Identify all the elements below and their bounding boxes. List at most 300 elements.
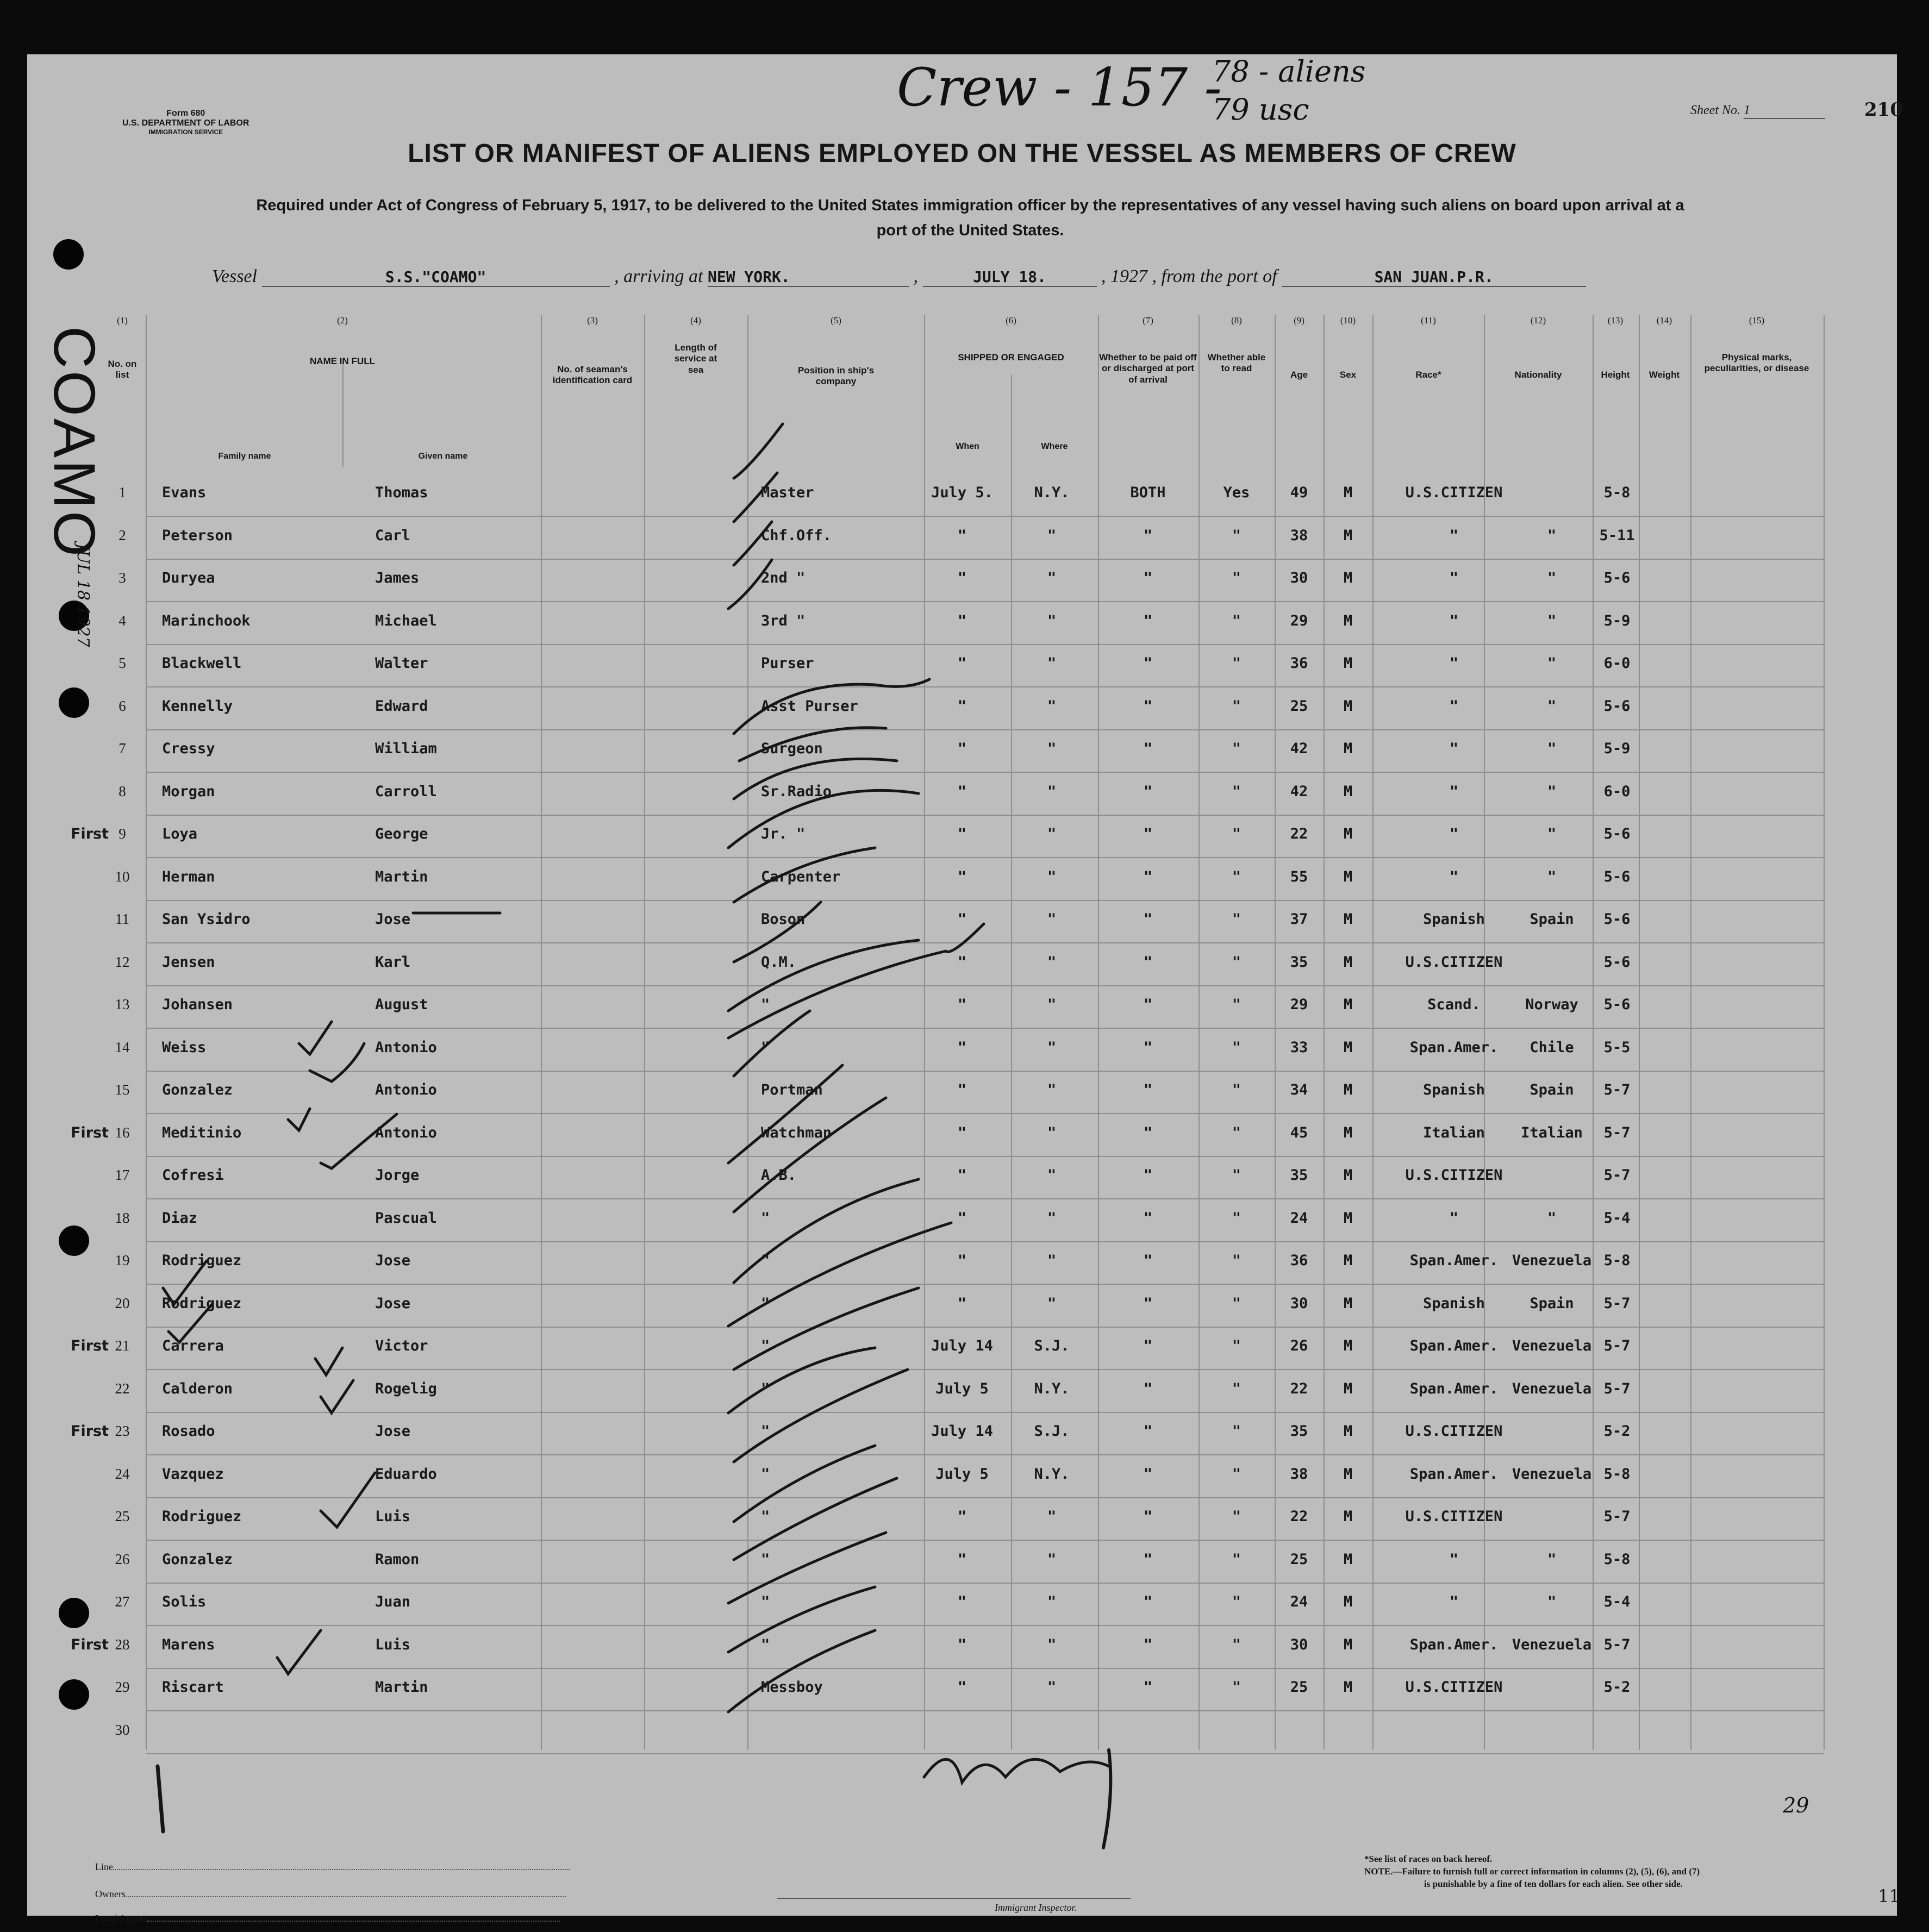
row-number: 25 — [115, 1508, 130, 1524]
position-cell: Watchman — [761, 1124, 832, 1141]
sex-cell: M — [1343, 655, 1353, 672]
height-cell: 5-7 — [1603, 1081, 1631, 1098]
shipped-where-cell: " — [1047, 1252, 1057, 1269]
age-cell: 35 — [1290, 953, 1308, 971]
nationality-cell: " — [1547, 868, 1557, 885]
race-cell: " — [1449, 612, 1459, 629]
row-number: 14 — [115, 1039, 130, 1055]
sex-cell: M — [1343, 740, 1353, 757]
row-number: 6 — [118, 697, 126, 714]
header-shipped-or-engaged: SHIPPED OR ENGAGED — [958, 352, 1064, 362]
given-name-cell: Pascual — [375, 1209, 437, 1227]
family-name-cell: Gonzalez — [162, 1081, 233, 1098]
row-number: 29 — [115, 1679, 130, 1695]
nationality-cell: " — [1547, 1550, 1557, 1568]
sex-cell: M — [1343, 1380, 1353, 1397]
row-first-mark: First — [71, 1636, 109, 1653]
header-paid-off: Whether to be paid off or discharged at port of arrival — [1099, 352, 1197, 385]
nationality-cell: Italian — [1521, 1124, 1583, 1141]
sex-cell: M — [1343, 1679, 1353, 1696]
family-name-cell: Gonzalez — [162, 1550, 233, 1568]
paid-off-cell: " — [1143, 783, 1153, 800]
side-stamp-date: JUL 18 1927 — [73, 543, 92, 647]
paid-off-cell: " — [1143, 1593, 1153, 1610]
age-cell: 35 — [1290, 1423, 1308, 1440]
paid-off-cell: BOTH — [1130, 484, 1166, 501]
handwritten-aliens-count: 78 - aliens — [1212, 54, 1366, 89]
paid-off-cell: " — [1143, 612, 1153, 629]
shipped-when-cell: " — [957, 612, 967, 629]
shipped-where-cell: N.Y. — [1034, 1465, 1070, 1483]
able-to-read-cell: " — [1232, 1508, 1241, 1525]
age-cell: 37 — [1290, 911, 1308, 928]
shipped-where-cell: N.Y. — [1034, 484, 1070, 501]
age-cell: 22 — [1290, 826, 1308, 842]
shipped-when-cell: " — [957, 655, 967, 672]
shipped-when-cell: " — [957, 527, 967, 544]
given-name-cell: Edward — [375, 697, 428, 715]
paid-off-cell: " — [1143, 1508, 1153, 1525]
position-cell: Asst Purser — [761, 697, 858, 715]
race-cell: Span.Amer. — [1409, 1636, 1499, 1653]
nationality-cell: " — [1547, 612, 1557, 629]
paid-off-cell: " — [1143, 911, 1153, 928]
shipped-when-cell: " — [957, 911, 967, 928]
nationality-cell: " — [1547, 527, 1557, 544]
shipped-where-cell: " — [1047, 655, 1057, 672]
age-cell: 30 — [1290, 1636, 1308, 1653]
shipped-where-cell: " — [1047, 1508, 1057, 1525]
paid-off-cell: " — [1143, 697, 1153, 715]
header-able-to-read: Whether able to read — [1207, 352, 1266, 374]
shipped-when-cell: July 14 — [931, 1337, 993, 1354]
race-cell: U.S.CITIZEN — [1405, 1508, 1503, 1525]
race-cell: U.S.CITIZEN — [1405, 484, 1503, 501]
vessel-name: S.S."COAMO" — [262, 268, 610, 287]
family-name-cell: Morgan — [162, 783, 215, 800]
able-to-read-cell: " — [1232, 1124, 1241, 1141]
row-number: 16 — [115, 1124, 130, 1141]
age-cell: 38 — [1290, 1465, 1308, 1483]
row-number: 28 — [115, 1636, 130, 1653]
race-cell: Span.Amer. — [1409, 1337, 1499, 1354]
row-first-mark: First — [71, 1337, 109, 1354]
age-cell: 25 — [1290, 1550, 1308, 1568]
shipped-where-cell: N.Y. — [1034, 1380, 1070, 1397]
sex-cell: M — [1343, 783, 1353, 800]
height-cell: 5-7 — [1603, 1167, 1631, 1184]
age-cell: 25 — [1290, 697, 1308, 715]
position-cell: Sr.Radio — [761, 783, 832, 800]
row-number: 1 — [118, 484, 126, 501]
header-sex: Sex — [1339, 370, 1357, 380]
sex-cell: M — [1343, 1593, 1353, 1610]
able-to-read-cell: " — [1232, 740, 1241, 757]
height-cell: 5-6 — [1603, 996, 1631, 1013]
paid-off-cell: " — [1143, 1167, 1153, 1184]
shipped-when-cell: " — [957, 1636, 967, 1653]
shipped-where-cell: " — [1047, 826, 1057, 842]
nationality-cell: " — [1547, 1209, 1557, 1227]
paid-off-cell: " — [1143, 570, 1153, 586]
able-to-read-cell: " — [1232, 1081, 1241, 1098]
sex-cell: M — [1343, 1209, 1353, 1227]
nationality-cell: " — [1547, 1593, 1557, 1610]
family-name-cell: Carrera — [162, 1337, 224, 1354]
race-cell: " — [1449, 783, 1459, 800]
age-cell: 24 — [1290, 1209, 1308, 1227]
height-cell: 6-0 — [1603, 783, 1631, 800]
height-cell: 5-7 — [1603, 1380, 1631, 1397]
row-number: 21 — [115, 1337, 130, 1354]
able-to-read-cell: " — [1232, 1593, 1241, 1610]
row-first-mark: First — [71, 1124, 109, 1141]
subheader-where: Where — [1041, 442, 1068, 451]
shipped-where-cell: " — [1047, 1679, 1057, 1696]
shipped-when-cell: " — [957, 1209, 967, 1227]
family-name-cell: Marens — [162, 1636, 215, 1653]
paid-off-cell: " — [1143, 996, 1153, 1013]
family-name-cell: Johansen — [162, 996, 233, 1013]
header-physical-marks: Physical marks, peculiarities, or disease — [1704, 352, 1809, 374]
family-name-cell: Solis — [162, 1593, 207, 1610]
row-number: 10 — [115, 868, 130, 885]
family-name-cell: Evans — [162, 484, 207, 501]
sex-cell: M — [1343, 527, 1353, 544]
shipped-when-cell: July 5. — [931, 484, 993, 501]
shipped-when-cell: " — [957, 1550, 967, 1568]
row-number: 12 — [115, 953, 130, 970]
document-subtitle: Required under Act of Congress of February 5, 1917, to be delivered to the United States immigration officer by the representatives of any vessel having such aliens on board upon arrival at a port of the United States. — [256, 197, 1684, 240]
sex-cell: M — [1343, 1337, 1353, 1354]
shipped-when-cell: " — [957, 1081, 967, 1098]
race-cell: " — [1449, 655, 1459, 672]
race-cell: U.S.CITIZEN — [1405, 953, 1503, 971]
height-cell: 5-8 — [1603, 1465, 1631, 1483]
given-name-cell: Victor — [375, 1337, 428, 1354]
family-name-cell: Riscart — [162, 1679, 224, 1696]
family-name-cell: Peterson — [162, 527, 233, 544]
race-cell: " — [1449, 1593, 1459, 1610]
paid-off-cell: " — [1143, 740, 1153, 757]
sex-cell: M — [1343, 953, 1353, 971]
sheet-number: Sheet No. 1 — [1690, 103, 1825, 119]
arrival-port: NEW YORK. — [708, 268, 909, 287]
handwritten-usc-count: 79 usc — [1212, 92, 1309, 127]
header-position: Position in ship's company — [797, 365, 875, 387]
age-cell: 22 — [1290, 1380, 1308, 1397]
height-cell: 5-6 — [1603, 570, 1631, 586]
given-name-cell: Antonio — [375, 1124, 437, 1141]
able-to-read-cell: " — [1232, 1337, 1241, 1354]
height-cell: 5-6 — [1603, 911, 1631, 928]
header-age: Age — [1290, 370, 1308, 380]
height-cell: 5-7 — [1603, 1508, 1631, 1525]
row-number: 24 — [115, 1465, 130, 1482]
header-weight: Weight — [1649, 370, 1680, 380]
family-name-cell: Marinchook — [162, 612, 251, 629]
height-cell: 5-8 — [1603, 1252, 1631, 1269]
paid-off-cell: " — [1143, 655, 1153, 672]
given-name-cell: Jose — [375, 1423, 411, 1440]
age-cell: 35 — [1290, 1167, 1308, 1184]
shipped-when-cell: " — [957, 697, 967, 715]
subheader-given-name: Given name — [418, 452, 468, 461]
given-name-cell: Luis — [375, 1508, 411, 1525]
shipped-when-cell: " — [957, 783, 967, 800]
able-to-read-cell: " — [1232, 655, 1241, 672]
age-cell: 30 — [1290, 570, 1308, 586]
position-cell: Jr. " — [761, 826, 806, 842]
age-cell: 22 — [1290, 1508, 1308, 1525]
height-cell: 5-8 — [1603, 1550, 1631, 1568]
family-name-cell: Calderon — [162, 1380, 233, 1397]
height-cell: 5-9 — [1603, 740, 1631, 757]
family-name-cell: Herman — [162, 868, 215, 885]
paid-off-cell: " — [1143, 868, 1153, 885]
sex-cell: M — [1343, 1039, 1353, 1056]
row-number: 7 — [118, 740, 126, 756]
shipped-where-cell: " — [1047, 1081, 1057, 1098]
height-cell: 5-7 — [1603, 1636, 1631, 1653]
row-number: 26 — [115, 1550, 130, 1567]
paid-off-cell: " — [1143, 953, 1153, 971]
shipped-where-cell: S.J. — [1034, 1423, 1070, 1440]
race-cell: " — [1449, 1550, 1459, 1568]
shipped-where-cell: " — [1047, 1209, 1057, 1227]
row-number: 17 — [115, 1167, 130, 1183]
position-cell: 2nd " — [761, 570, 806, 586]
sex-cell: M — [1343, 1081, 1353, 1098]
corner-mark: 11 — [1878, 1886, 1900, 1906]
header-race: Race* — [1415, 370, 1441, 380]
given-name-cell: Martin — [375, 1679, 428, 1696]
given-name-cell: Rogelig — [375, 1380, 437, 1397]
position-cell: Purser — [761, 655, 814, 672]
manifest-sheet: Form 680 U.S. DEPARTMENT OF LABOR IMMIGRATION SERVICE Sheet No. 1 210 LIST OR MANIFEST OF ALIENS EMPLOYED ON THE VESSEL AS MEMBERS OF CREW Required under Act of Congress of February 5, 1917, to be delivered to the United States immigration officer by the representatives of any vessel having such aliens on board upon arrival at a port of the United States. Crew - 157 - 78 - aliens 79 usc Vessel S.S."COAMO" , arriving at NEW YORK. , JULY 18. , 1927 , from the port of SAN JUAN.P.R. COAMO JUL 18 1927 (1) (2) (3) (4) (5) (6) (7) (8) (9) (10) (11) (12) (13) (14) (15) No. on list NAME IN FULL No. of seaman's identification card Length of service at sea Position in ship's company SHIPPED OR ENGAGED Whether to be paid off or discharged at port of arrival Whether able to read Age Sex Race* Nationality Height Weight Physical marks, peculiarities, or disease Family name Given name When Where 1 Evans Thomas Master July 5. N.Y. BOTH Yes 49 M U.S.CITIZEN 5-8 2 Peterson Carl Chf.Off. " " " " 38 M " " 5-11 3 Duryea James 2nd " " " " " 30 M " " 5-6 4 Marinchook Michael 3rd " " " " " 29 M " " 5-9 5 Blackwell Walter Purser " " " " 36 M " " 6-0 6 Kennelly Edward Asst Purser " " " " 25 M " " 5-6 7 Cressy William Surgeon " " " " 42 M " " 5-9 8 Morgan Carroll Sr.Radio " " " " 42 M " " 6-0 First 9 Loya George Jr. " " " " " 22 M " " 5-6 10 Herman Martin Carpenter " " " " 55 M " " 5-6 11 San Ysidro Jose Boson " " " " 37 M Spanish Spain 5-6 12 Jensen Karl Q.M. " " " " 35 M U.S.CITIZEN 5-6 13 Johansen August " " " " " 29 M Scand. Norway 5-6 14 Weiss Antonio " " " " " 33 M Span.Amer. Chile 5-5 15 Gonzalez Antonio Portman " " " " 34 M Spanish Spain 5-7 First 16 Meditinio Antonio Watchman " " " " 45 M Italian Italian 5-7 17 Cofresi Jorge A.B. " " " " 35 M U.S.CITIZEN 5-7 18 Diaz Pascual " " " " " 24 M " " 5-4 19 Rodriguez Jose " " " " " 36 M Span.Amer. Venezuela 5-8 20 Rodriguez Jose " " " " " 30 M Spanish Spain 5-7 First 21 Carrera Victor " July 14 S.J. " " 26 M Span.Amer. Venezuela 5-7 22 Calderon Rogelig " July 5 N.Y. " " 22 M Span.Amer. Venezuela 5-7 First 23 Rosado Jose " July 14 S.J. " " 35 M U.S.CITIZEN 5-2 24 Vazquez Eduardo " July 5 N.Y. " " 38 M Span.Amer. Venezuela 5-8 25 Rodriguez Luis " " " " " 22 M U.S.CITIZEN 5-7 26 Gonzalez Ramon " " " " " 25 M " " 5-8 27 Solis Juan " " " " " 24 M " " 5-4 First 28 Marens Luis " " " " " 30 M Span.Amer. Venezuela 5-7 29 Riscart Martin Messboy " " " " 25 M U.S.CITIZEN 5-2 30 29 11 Line Owners Local Agents Immigrant Inspector. *See list of races on back hereof. NOTE.—Failure to furnish full or correct information in columns (2), (5), (6), and (7) is punishable by a fine of ten dollars for each alien. See other side. — [27, 54, 1897, 1916]
given-name-cell: Antonio — [375, 1039, 437, 1056]
shipped-where-cell: " — [1047, 1039, 1057, 1056]
given-name-cell: Jose — [375, 1295, 411, 1312]
age-cell: 30 — [1290, 1295, 1308, 1312]
position-cell: Surgeon — [761, 740, 823, 757]
able-to-read-cell: " — [1232, 868, 1241, 885]
position-cell: Portman — [761, 1081, 823, 1098]
shipped-where-cell: " — [1047, 1550, 1057, 1568]
age-cell: 25 — [1290, 1679, 1308, 1696]
position-cell: Carpenter — [761, 868, 841, 885]
shipped-when-cell: July 5 — [935, 1465, 989, 1483]
footer-owners: Owners — [95, 1889, 566, 1900]
race-cell: " — [1449, 570, 1459, 586]
sex-cell: M — [1343, 826, 1353, 842]
given-name-cell: Karl — [375, 953, 411, 971]
position-cell: " — [761, 1295, 770, 1312]
document-title: LIST OR MANIFEST OF ALIENS EMPLOYED ON THE VESSEL AS MEMBERS OF CREW — [408, 139, 1516, 168]
race-cell: Span.Amer. — [1409, 1380, 1499, 1397]
paid-off-cell: " — [1143, 1636, 1153, 1653]
page-number: 210 — [1864, 99, 1903, 121]
position-cell: " — [761, 1550, 770, 1568]
voyage-line: Vessel S.S."COAMO" , arriving at NEW YORK. , JULY 18. , 1927 , from the port of SAN JUAN.P.R. — [212, 266, 1586, 287]
height-cell: 5-11 — [1599, 527, 1635, 544]
age-cell: 29 — [1290, 612, 1308, 629]
paid-off-cell: " — [1143, 1550, 1153, 1568]
shipped-when-cell: " — [957, 826, 967, 842]
able-to-read-cell: " — [1232, 1380, 1241, 1397]
paid-off-cell: " — [1143, 1423, 1153, 1440]
age-cell: 42 — [1290, 783, 1308, 800]
handwritten-crew-count: Crew - 157 - — [897, 57, 1222, 118]
able-to-read-cell: " — [1232, 826, 1241, 842]
able-to-read-cell: " — [1232, 1295, 1241, 1312]
paid-off-cell: " — [1143, 1295, 1153, 1312]
shipped-when-cell: " — [957, 740, 967, 757]
given-name-cell: Thomas — [375, 484, 428, 501]
age-cell: 36 — [1290, 1252, 1308, 1269]
race-cell: " — [1449, 740, 1459, 757]
row-number: 18 — [115, 1209, 130, 1226]
header-length-of-service: Length of service at sea — [674, 342, 717, 375]
row-number: 19 — [115, 1252, 130, 1268]
age-cell: 49 — [1290, 484, 1308, 501]
row-number: 4 — [118, 612, 126, 629]
given-name-cell: Carl — [375, 527, 411, 544]
shipped-where-cell: S.J. — [1034, 1337, 1070, 1354]
department-name: U.S. DEPARTMENT OF LABOR — [122, 118, 249, 128]
family-name-cell: Duryea — [162, 570, 215, 586]
nationality-cell: Venezuela — [1512, 1380, 1592, 1397]
sheet-number-value: 1 — [1744, 103, 1825, 119]
shipped-when-cell: " — [957, 1295, 967, 1312]
given-name-cell: Martin — [375, 868, 428, 885]
paid-off-cell: " — [1143, 1081, 1153, 1098]
shipped-when-cell: " — [957, 996, 967, 1013]
shipped-when-cell: " — [957, 1508, 967, 1525]
position-cell: " — [761, 996, 770, 1013]
position-cell: " — [761, 1465, 770, 1483]
shipped-where-cell: " — [1047, 1295, 1057, 1312]
shipped-when-cell: " — [957, 1167, 967, 1184]
shipped-where-cell: " — [1047, 527, 1057, 544]
given-name-cell: Walter — [375, 655, 428, 672]
position-cell: Boson — [761, 911, 806, 928]
shipped-where-cell: " — [1047, 570, 1057, 586]
paid-off-cell: " — [1143, 527, 1153, 544]
nationality-cell: Venezuela — [1512, 1337, 1592, 1354]
given-name-cell: Luis — [375, 1636, 411, 1653]
given-name-cell: William — [375, 740, 437, 757]
paid-off-cell: " — [1143, 1465, 1153, 1483]
race-cell: Spanish — [1423, 1295, 1485, 1312]
position-cell: " — [761, 1337, 770, 1354]
shipped-where-cell: " — [1047, 1636, 1057, 1653]
sex-cell: M — [1343, 1124, 1353, 1141]
row-number: 11 — [115, 911, 129, 927]
paid-off-cell: " — [1143, 1337, 1153, 1354]
paid-off-cell: " — [1143, 1039, 1153, 1056]
race-cell: U.S.CITIZEN — [1405, 1679, 1503, 1696]
able-to-read-cell: " — [1232, 570, 1241, 586]
shipped-where-cell: " — [1047, 740, 1057, 757]
row-number: 2 — [118, 527, 126, 543]
shipped-when-cell: July 5 — [935, 1380, 989, 1397]
age-cell: 38 — [1290, 527, 1308, 544]
sex-cell: M — [1343, 911, 1353, 928]
shipped-when-cell: " — [957, 1679, 967, 1696]
nationality-cell: " — [1547, 740, 1557, 757]
form-number: Form 680 — [166, 109, 205, 118]
nationality-cell: Spain — [1530, 1081, 1574, 1098]
height-cell: 6-0 — [1603, 655, 1631, 672]
able-to-read-cell: " — [1232, 612, 1241, 629]
given-name-cell: James — [375, 570, 420, 586]
able-to-read-cell: " — [1232, 953, 1241, 971]
given-name-cell: Juan — [375, 1593, 411, 1610]
footer-notes: *See list of races on back hereof. NOTE.—Failure to furnish full or correct information in columns (2), (5), (6), and (7) is punishable by a fine of ten dollars for each alien. See other side. — [1364, 1854, 1700, 1889]
paid-off-cell: " — [1143, 1124, 1153, 1141]
family-name-cell: Meditinio — [162, 1124, 242, 1141]
subheader-when: When — [956, 442, 979, 451]
able-to-read-cell: " — [1232, 1550, 1241, 1568]
nationality-cell: Venezuela — [1512, 1465, 1592, 1483]
nationality-cell: Norway — [1525, 996, 1578, 1013]
race-cell: Span.Amer. — [1409, 1039, 1499, 1056]
sex-cell: M — [1343, 996, 1353, 1013]
header-no-on-list: No. on list — [108, 359, 137, 380]
height-cell: 5-6 — [1603, 868, 1631, 885]
shipped-when-cell: " — [957, 1124, 967, 1141]
able-to-read-cell: " — [1232, 911, 1241, 928]
nationality-cell: Spain — [1530, 911, 1574, 928]
row-number: 20 — [115, 1295, 130, 1311]
age-cell: 42 — [1290, 740, 1308, 757]
position-cell: " — [761, 1423, 770, 1440]
age-cell: 33 — [1290, 1039, 1308, 1056]
nationality-cell: " — [1547, 826, 1557, 842]
row-number: 5 — [118, 655, 126, 671]
family-name-cell: Rodriguez — [162, 1508, 242, 1525]
shipped-where-cell: " — [1047, 612, 1057, 629]
able-to-read-cell: " — [1232, 1167, 1241, 1184]
given-name-cell: Jose — [375, 911, 411, 928]
position-cell: Chf.Off. — [761, 527, 832, 544]
shipped-when-cell: July 14 — [931, 1423, 993, 1440]
shipped-when-cell: " — [957, 1252, 967, 1269]
nationality-cell: " — [1547, 655, 1557, 672]
given-name-cell: August — [375, 996, 428, 1013]
nationality-cell: " — [1547, 697, 1557, 715]
family-name-cell: Jensen — [162, 953, 215, 971]
handwritten-checkmarks — [27, 54, 1897, 1916]
service-name: IMMIGRATION SERVICE — [148, 128, 223, 136]
shipped-where-cell: " — [1047, 868, 1057, 885]
age-cell: 55 — [1290, 868, 1308, 885]
height-cell: 5-7 — [1603, 1337, 1631, 1354]
departure-port: SAN JUAN.P.R. — [1282, 268, 1586, 287]
row-first-mark: First — [71, 1423, 109, 1440]
shipped-where-cell: " — [1047, 1593, 1057, 1610]
paid-off-cell: " — [1143, 1679, 1153, 1696]
header-nationality: Nationality — [1514, 370, 1562, 380]
sex-cell: M — [1343, 1252, 1353, 1269]
position-cell: A.B. — [761, 1167, 797, 1184]
height-cell: 5-5 — [1603, 1039, 1631, 1056]
race-cell: Spanish — [1423, 911, 1485, 928]
row-number: 30 — [115, 1721, 130, 1738]
paid-off-cell: " — [1143, 1252, 1153, 1269]
height-cell: 5-6 — [1603, 953, 1631, 971]
